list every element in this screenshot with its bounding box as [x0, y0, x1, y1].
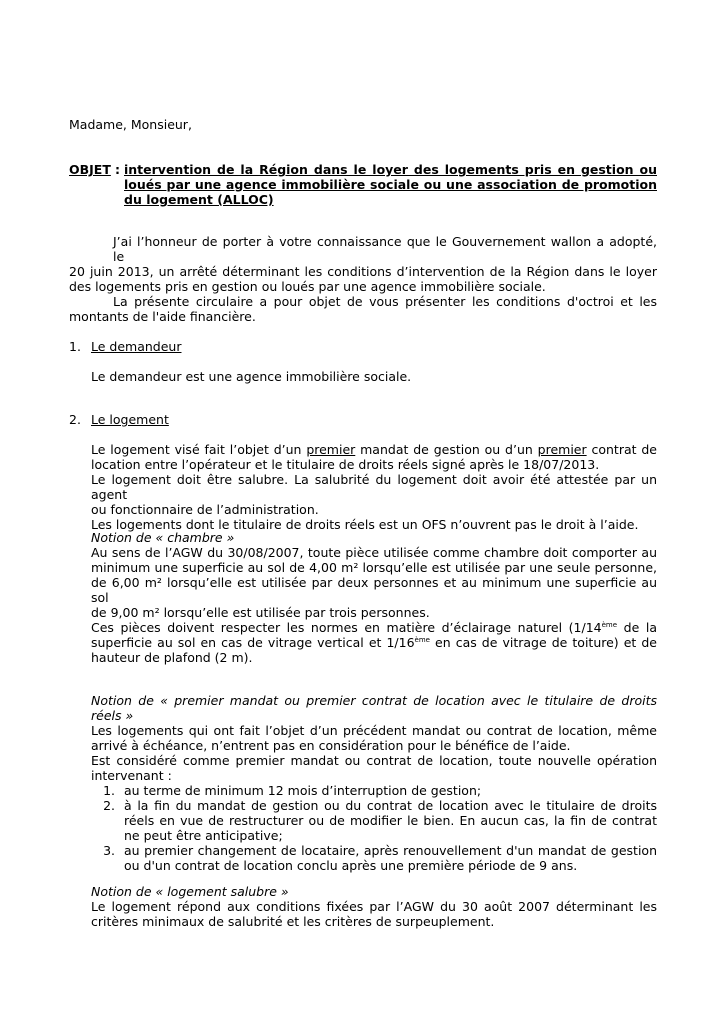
paragraph-line: critères minimaux de salubrité et les critères de surpeuplement.: [91, 914, 495, 929]
paragraph-line: J’ai l’honneur de porter à votre connaissance que le Gouvernement wallon a adopté, le: [113, 234, 657, 264]
objet-subject: [124, 162, 657, 207]
list-number: 3.: [103, 843, 115, 858]
objet-label: OBJET: [69, 162, 111, 177]
paragraph-line: Au sens de l’AGW du 30/08/2007, toute pièce utilisée comme chambre doit comporter au: [91, 545, 657, 560]
section-title: Le demandeur: [91, 339, 182, 354]
superscript: ème: [414, 635, 430, 644]
list-text: à la fin du mandat de gestion ou du contrat de location avec le titulaire de droits: [124, 798, 657, 813]
superscript: ème: [601, 620, 618, 629]
paragraph-line: des logements pris en gestion ou loués par une agence immobilière sociale.: [69, 279, 546, 294]
intro-paragraph-2: [69, 294, 657, 324]
paragraph-line: hauteur de plafond (2 m).: [91, 650, 253, 665]
section-text: Le demandeur est une agence immobilière sociale.: [91, 369, 412, 384]
section-number: 2.: [69, 412, 81, 427]
list-item: [69, 783, 657, 798]
objet-line: loués par une agence immobilière sociale ou une association de promotion: [124, 177, 657, 192]
intro-paragraph: [69, 234, 657, 294]
notion-heading: Notion de « logement salubre »: [91, 884, 289, 899]
list-text: ne peut être anticipative;: [124, 828, 283, 843]
paragraph-line: de 6,00 m² lorsqu’elle est utilisée par deux personnes et au minimum une superficie au sol: [91, 575, 657, 605]
paragraph-line: ou fonctionnaire de l’administration.: [91, 502, 319, 517]
text-run: contrat de: [586, 442, 657, 457]
list-text: au premier changement de locataire, après renouvellement d'un mandat de gestion: [124, 843, 657, 858]
paragraph-line: montants de l'aide financière.: [69, 309, 256, 324]
emphasis-premier: premier: [306, 442, 356, 457]
paragraph-line: 20 juin 2013, un arrêté déterminant les conditions d’intervention de la Région dans le loyer: [69, 264, 657, 279]
notion-heading: Notion de « premier mandat ou premier contrat de location avec le titulaire de droits: [91, 693, 657, 708]
paragraph-line: Les logements dont le titulaire de droits réels est un OFS n’ouvrent pas le droit à l’aide.: [91, 517, 639, 532]
salutation: Madame, Monsieur,: [69, 117, 192, 132]
text-run: superficie au sol en cas de vitrage vertical et 1/16: [91, 635, 415, 650]
list-text: au terme de minimum 12 mois d’interruption de gestion;: [124, 783, 482, 798]
notion-heading: réels »: [91, 708, 134, 723]
paragraph-line: de 9,00 m² lorsqu’elle est utilisée par trois personnes.: [91, 605, 430, 620]
paragraph-line: [91, 635, 657, 650]
objet-colon: :: [115, 162, 120, 177]
paragraph-line: Le logement répond aux conditions fixées par l’AGW du 30 août 2007 déterminant les: [91, 899, 657, 914]
list-number: 2.: [103, 798, 115, 813]
text-run: Le logement visé fait l’objet d’un: [91, 442, 307, 457]
list-number: 1.: [103, 783, 115, 798]
objet-line: intervention de la Région dans le loyer des logements pris en gestion ou: [124, 162, 657, 177]
list-text: réels en vue de restructurer ou de modifier le bien. En aucun cas, la fin de contrat: [124, 813, 657, 828]
text-run: mandat de gestion ou d’un: [355, 442, 538, 457]
objet-line: du logement (ALLOC): [124, 192, 274, 207]
paragraph-line: intervenant :: [91, 768, 172, 783]
paragraph-line: La présente circulaire a pour objet de vous présenter les conditions d'octroi et les: [113, 294, 657, 309]
notion-heading: Notion de « chambre »: [91, 530, 235, 545]
section-title: Le logement: [91, 412, 169, 427]
list-text: ou d'un contrat de location conclu après une première période de 9 ans.: [124, 858, 578, 873]
paragraph-line: minimum une superficie au sol de 4,00 m² lorsqu’elle est utilisée par une seule personne,: [91, 560, 657, 575]
paragraph-line: Est considéré comme premier mandat ou contrat de location, toute nouvelle opération: [91, 753, 657, 768]
text-run: de la: [617, 620, 657, 635]
paragraph-line: Les logements qui ont fait l’objet d’un précédent mandat ou contrat de location, même: [91, 723, 657, 738]
paragraph-line: location entre l’opérateur et le titulaire de droits réels signé après le 18/07/2013.: [91, 457, 600, 472]
paragraph-line: arrivé à échéance, n’entrent pas en considération pour le bénéfice de l’aide.: [91, 738, 571, 753]
text-run: Ces pièces doivent respecter les normes en matière d’éclairage naturel (1/14: [91, 620, 602, 635]
paragraph-line: Le logement doit être salubre. La salubrité du logement doit avoir été attestée par un agent: [91, 472, 657, 502]
paragraph-line: [91, 620, 657, 635]
paragraph-line: [91, 442, 657, 457]
emphasis-premier: premier: [537, 442, 587, 457]
section-number: 1.: [69, 339, 81, 354]
text-run: en cas de vitrage de toiture) et de: [429, 635, 657, 650]
